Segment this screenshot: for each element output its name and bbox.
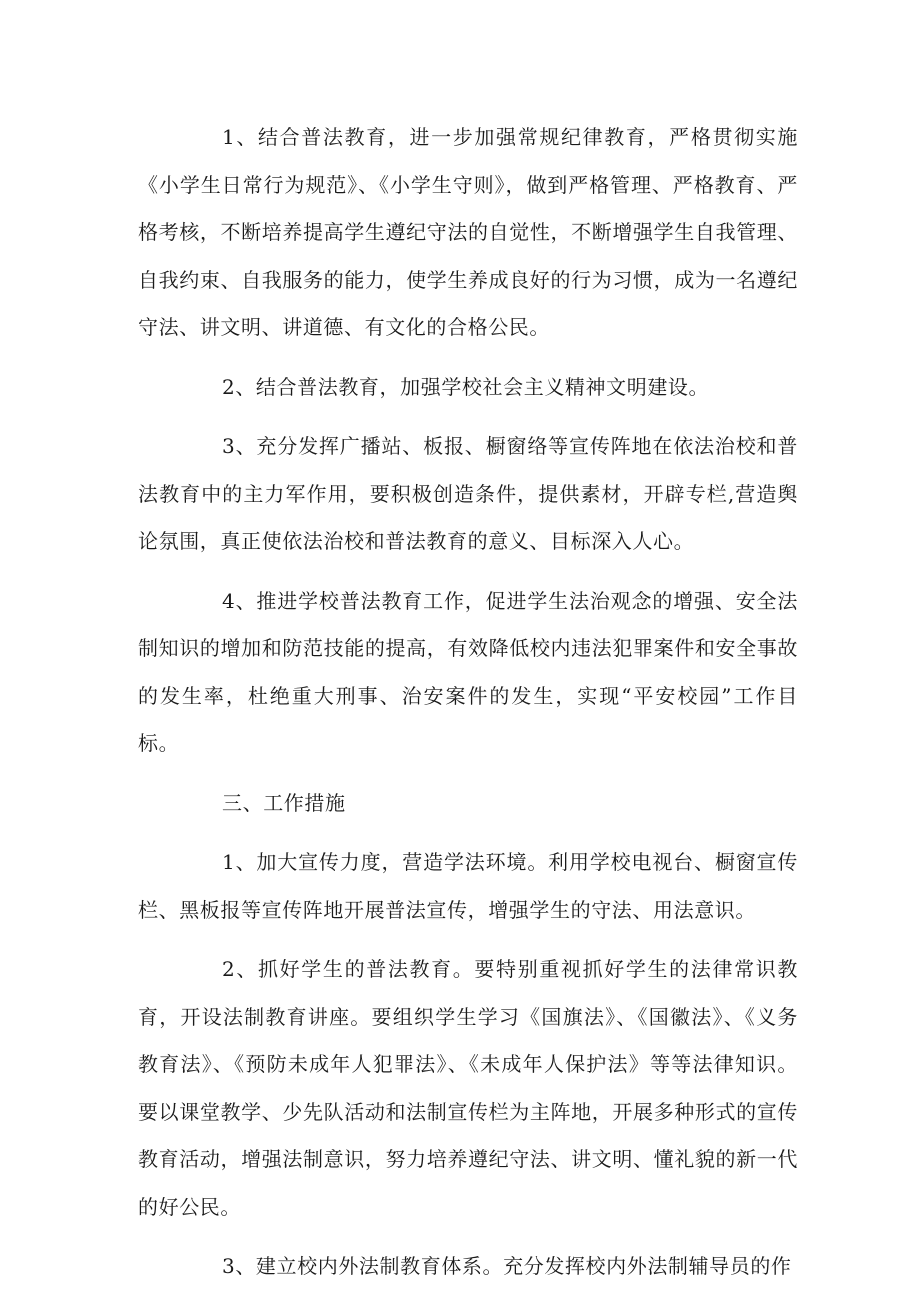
paragraph-student-law-education: 2、抓好学生的普法教育。要特别重视抓好学生的法律常识教育，开设法制教育讲座。要组织学生学习《国旗法》、《国徽法》、《义务教育法》、《预防未成年人犯罪法》、《未成年人保护法》等等法律知识。要以课堂教学、少先队活动和法制宣传栏为主阵地，开展多种形式的宣传教育活动，增强法制意识，努力培养遵纪守法、讲文明、懂礼貌的新一代的好公民。 <box>138 957 798 1219</box>
paragraph-safe-campus: 4、推进学校普法教育工作，促进学生法治观念的增强、安全法制知识的增加和防范技能的提高，有效降低校内违法犯罪案件和安全事故的发生率，杜绝重大刑事、治安案件的发生，实现“平安校园”工作目标。 <box>138 588 798 755</box>
section-heading-work-measures: 三、工作措施 <box>222 790 346 815</box>
paragraph-publicity-effort: 1、加大宣传力度，营造学法环境。利用学校电视台、橱窗宣传栏、黑板报等宣传阵地开展普法宣传，增强学生的守法、用法意识。 <box>138 850 798 922</box>
paragraph-education-system: 3、建立校内外法制教育体系。充分发挥校内外法制辅导员的作 <box>222 1254 792 1278</box>
paragraph-publicity-positions: 3、充分发挥广播站、板报、橱窗络等宣传阵地在依法治校和普法教育中的主力军作用，要积极创造条件，提供素材，开辟专栏,营造舆论氛围，真正使依法治校和普法教育的意义、目标深入人心。 <box>138 434 798 553</box>
paragraph-discipline-education: 1、结合普法教育，进一步加强常规纪律教育，严格贯彻实施《小学生日常行为规范》、《小学生守则》，做到严格管理、严格教育、严格考核，不断培养提高学生遵纪守法的自觉性，不断增强学生自我管理、自我约束、自我服务的能力，使学生养成良好的行为习惯，成为一名遵纪守法、讲文明、讲道德、有文化的合格公民。 <box>138 125 798 339</box>
paragraph-spiritual-civilization: 2、结合普法教育，加强学校社会主义精神文明建设。 <box>222 374 710 399</box>
document-body <box>138 114 798 1303</box>
